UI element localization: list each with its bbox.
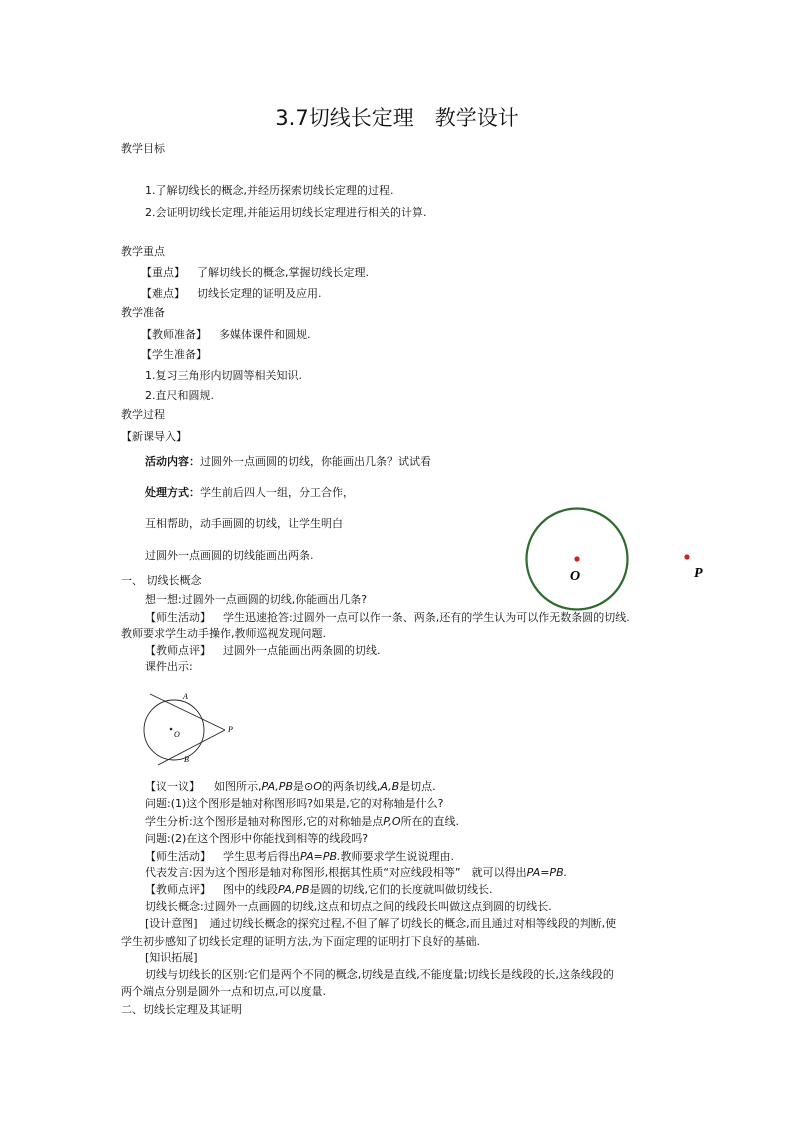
tangent-figure [140,685,250,770]
goal-item-1: 1.了解切线长的概念,并经历探索切线长定理的过程. [145,184,394,197]
center-dot [574,556,579,561]
design-cont: 学生初步感知了切线长定理的证明方法,为下面定理的证明打下良好的基础. [121,935,480,948]
activity-text: 过圆外一点画圆的切线，你能画出几条？试试看 [200,455,431,468]
result-text: 过圆外一点画圆的切线能画出两条. [145,549,314,562]
analysis-points: P,O [383,815,401,828]
comment2-row [145,883,493,897]
discussion-o: O [313,780,322,793]
section1-activity-label: 【师生活动】 [145,611,211,624]
activity2-suffix: 教师要求学生说说理由. [340,850,455,863]
process-heading: 教学过程 [121,408,165,421]
design-text: 通过切线长概念的探究过程,不但了解了切线长的概念,而且通过对相等线段的判断,使 [209,917,617,930]
tangent-line-pb [158,730,225,765]
question-2: 问题:(2)在这个图形中你能找到相等的线段吗? [145,832,369,845]
activity-label: 活动内容： [145,455,200,468]
teacher-prep-label: 【教师准备】 [141,328,207,341]
figure2-label-b: B [184,755,189,764]
teacher-prep-text: 多媒体课件和圆规. [219,328,311,341]
key-point-label: 【重点】 [141,266,185,279]
discussion-intro-mid2: 的两条切线, [321,780,381,793]
rep-prefix: 代表发言:因为这个图形是轴对称图形,根据其性质“对应线段相等” 就可以得出 [145,866,527,879]
section1-comment-label: 【教师点评】 [145,644,211,657]
figure2-center-dot [170,728,173,731]
discussion-label: 【议一议】 [145,780,200,793]
goals-heading: 教学目标 [121,142,165,155]
section1-comment-row [145,644,381,658]
point-p-dot [684,554,689,559]
activity2-prefix: 学生思考后得出 [223,850,300,863]
think-text: 想一想:过圆外一点画圆的切线,你能画出几条? [145,593,368,606]
student-prep-label: 【学生准备】 [141,348,207,361]
design-label: [设计意图] [145,917,198,930]
figure2-label-o: O [174,730,180,739]
method-label: 处理方式： [145,486,200,499]
activity2-eq: PA=PB. [300,850,341,863]
key-point-text: 了解切线长的概念,掌握切线长定理. [197,266,369,279]
difficulty-row [141,287,322,301]
difficulty-label: 【难点】 [141,287,185,300]
activity2-row [145,850,454,864]
difficulty-text: 切线长定理的证明及应用. [197,287,322,300]
comment2-prefix: 图中的线段 [223,883,278,896]
concept-text: 切线长概念:过圆外一点画圆的切线,这点和切点之间的线段长叫做这点到圆的切线长. [145,900,552,913]
point-label-p: P [694,566,703,581]
key-points-heading: 教学重点 [121,245,165,258]
question-1: 问题:(1)这个图形是轴对称图形吗?如果是,它的对称轴是什么? [145,797,444,810]
design-row [145,917,616,931]
center-label-o: O [570,569,581,584]
discussion-intro-mid: 是⊙ [293,780,314,793]
discussion-row [145,780,436,794]
goal-item-2: 2.会证明切线长定理,并能运用切线长定理进行相关的计算. [145,206,427,219]
comment2-segments: PA,PB [278,883,310,896]
teacher-prep-row [141,328,311,342]
rep-row [145,866,567,880]
method-text: 学生前后四人一组，分工合作， [200,486,354,499]
comment2-label: 【教师点评】 [145,883,211,896]
student-prep-item-2: 2.直尺和圆规. [145,389,214,402]
extend-text: 切线与切线长的区别:它们是两个不同的概念,切线是直线,不能度量;切线长是线段的长,这条线段的 [145,968,614,981]
courseware-text: 课件出示: [145,660,193,673]
student-prep-item-1: 1.复习三角形内切圆等相关知识. [145,369,302,382]
comment2-suffix: 是圆的切线,它们的长度就叫做切线长. [309,883,493,896]
discussion-intro-prefix: 如图所示, [214,780,262,793]
discussion-points: A,B [380,780,400,793]
analysis-suffix: 所在的直线. [400,815,459,828]
section1-activity-cont: 教师要求学生动手操作,教师巡视发现问题. [121,627,326,640]
section1-activity-text: 学生迅速抢答:过圆外一点可以作一条、两条,还有的学生认为可以作无数条圆的切线. [223,611,630,624]
discussion-segments: PA,PB [261,780,293,793]
circle-point-figure [515,500,725,600]
section1-comment-text: 过圆外一点能画出两条圆的切线. [223,644,381,657]
help-text: 互相帮助，动手画圆的切线，让学生明白 [145,517,343,530]
figure2-label-a: A [183,692,188,701]
section1-heading: 一、 切线长概念 [121,574,202,587]
activity2-label: 【师生活动】 [145,850,211,863]
activity-row [145,455,431,469]
intro-label: 【新课导入】 [121,430,187,443]
section1-activity-row [145,611,630,625]
analysis-prefix: 学生分析:这个图形是轴对称图形,它的对称轴是点 [145,815,384,828]
method-row [145,486,354,500]
key-point-row [141,266,369,280]
extend-label: [知识拓展] [145,951,198,964]
section2-heading: 二、切线长定理及其证明 [121,1003,242,1016]
analysis-row [145,815,459,829]
extend-cont: 两个端点分别是圆外一点和切点,可以度量. [121,985,326,998]
discussion-intro-suffix: 是切点. [399,780,436,793]
rep-eq: PA=PB. [526,866,568,879]
preparation-heading: 教学准备 [121,306,165,319]
figure2-label-p: P [228,725,233,734]
page-title: 3.7切线长定理 教学设计 [275,106,519,130]
